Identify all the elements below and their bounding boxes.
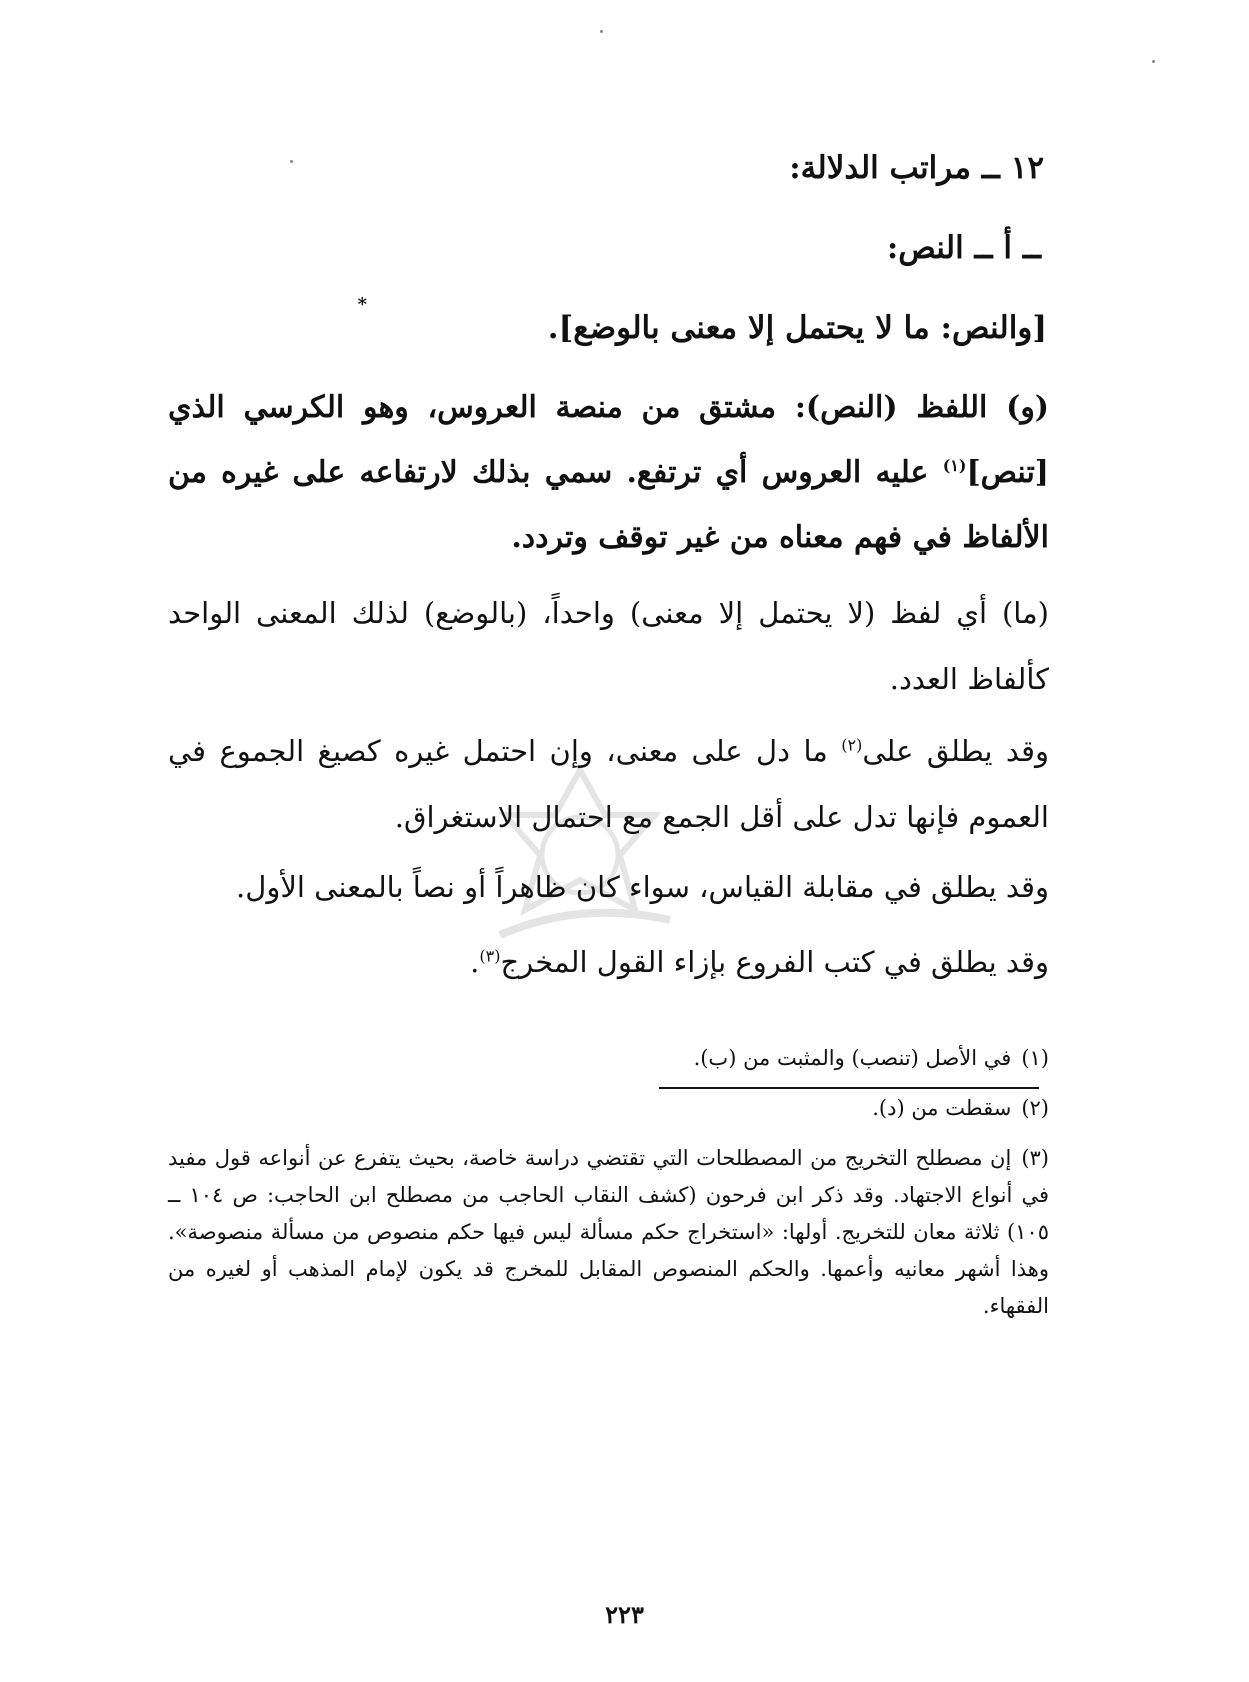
footnote-text: إن مصطلح التخريج من المصطلحات التي تقتضي دراسة خاصة، بحيث يتفرع عن أنواعه قول مفيد في أنواع الاجتهاد. وقد ذكر ابن فرحون (كشف النقاب الحاجب من مصطلح ابن الحاجب: ص ١٠٤ ــ ١٠٥) ثلاثة معان للتخريج. أولها: «استخراج حكم مسألة ليس فيها حكم منصوص من مسألة منصوصة». وهذا أشهر معانيه وأعمها. والحكم المنصوص المقابل للمخرج قد يكون لإمام المذهب أو لغيره من الفقهاء. [168, 1146, 1049, 1318]
paragraph-text: ما دل على معنى، وإن احتمل غيره كصيغ الجموع في العموم فإنها تدل على أقل الجمع مع احتمال الاستغراق. [168, 734, 1049, 834]
paragraph-second-meaning [168, 718, 1049, 850]
footnote-text: في الأصل (تنصب) والمثبت من (ب). [693, 1046, 1012, 1070]
paragraph-fourth-meaning [168, 945, 1049, 979]
scan-speck [290, 160, 293, 163]
footnote-1 [168, 1040, 1049, 1076]
matn-body: [والنص: ما لا يحتمل إلا معنى بالوضع]. [547, 310, 1047, 346]
paragraph-third-meaning: وقد يطلق في مقابلة القياس، سواء كان ظاهراً أو نصاً بالمعنى الأول. [236, 870, 1049, 904]
matn-mark: * [357, 294, 367, 315]
footnote-2 [168, 1090, 1049, 1126]
footnote-ref-1[interactable]: (١) [942, 456, 967, 475]
footnote-text: سقطت من (د). [872, 1096, 1012, 1120]
page-number: ٢٢٣ [605, 1600, 644, 1629]
footnote-3 [168, 1140, 1049, 1325]
paragraph-text: عليه العروس أي ترتفع. سمي بذلك لارتفاعه على غيره من الألفاظ في فهم معناه من غير توقف وتردد. [168, 455, 1049, 555]
paragraph-text: وقد يطلق في كتب الفروع بإزاء القول المخرج [500, 945, 1049, 979]
subsection-heading: ــ أ ــ النص: [886, 230, 1041, 266]
paragraph-ma: (ما) أي لفظ (لا يحتمل إلا معنى) واحداً، (بالوضع) لذلك المعنى الواحد كألفاظ العدد. [168, 596, 1049, 696]
scan-speck [600, 30, 603, 33]
paragraph-text: وقد يطلق على [862, 734, 1049, 768]
paragraph-text: . [470, 945, 480, 979]
scan-speck [1152, 60, 1155, 63]
paragraph-nass-definition [168, 375, 1049, 570]
paragraph-text: (و) اللفظ (النص): مشتق من منصة العروس، وهو الكرسي الذي [تنص] [168, 390, 1049, 490]
footnote-ref-2[interactable]: (٢) [841, 735, 863, 755]
matn-text [357, 294, 1047, 346]
section-heading: ١٢ ــ مراتب الدلالة: [789, 150, 1044, 186]
footnote-number: (٣) [1021, 1146, 1049, 1170]
footnote-number: (٢) [1021, 1096, 1049, 1120]
footnote-separator [659, 1087, 1039, 1089]
footnote-ref-3[interactable]: (٣) [479, 946, 501, 966]
footnote-number: (١) [1021, 1046, 1049, 1070]
